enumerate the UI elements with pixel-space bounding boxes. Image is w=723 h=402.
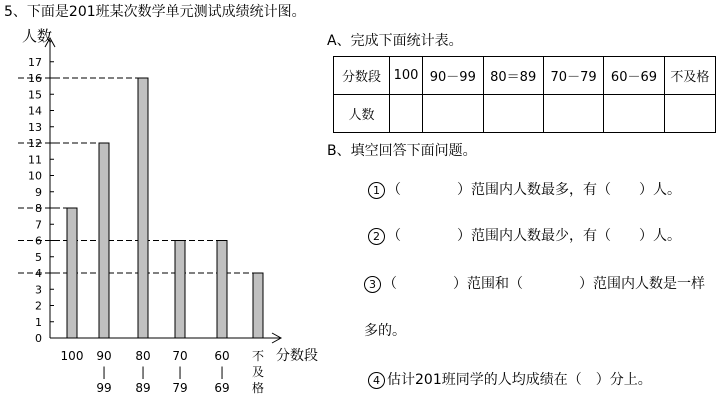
x-category-label: 70 bbox=[172, 349, 188, 363]
question-4 bbox=[368, 369, 652, 389]
y-axis-title: 人数 bbox=[22, 27, 53, 45]
question-number-badge: 3 bbox=[364, 276, 381, 293]
statistics-table bbox=[333, 56, 716, 133]
question-text: （ ）范围内人数最少，有（ ）人。 bbox=[387, 228, 681, 244]
question-3 bbox=[364, 273, 705, 293]
y-tick-label: 15 bbox=[28, 88, 42, 102]
y-tick-label: 12 bbox=[28, 137, 42, 150]
y-tick-label: 3 bbox=[35, 283, 42, 297]
x-category-label: 及 bbox=[251, 365, 265, 379]
table-header-cell: 不及格 bbox=[664, 57, 715, 95]
x-category-label: 60 bbox=[214, 349, 230, 363]
y-tick-label: 10 bbox=[28, 169, 42, 183]
x-category-label: 格 bbox=[251, 381, 265, 395]
y-tick-label: 9 bbox=[35, 185, 42, 199]
y-tick-label: 6 bbox=[35, 234, 42, 248]
table-answer-cell[interactable] bbox=[664, 95, 715, 133]
x-axis-title: 分数段 bbox=[276, 348, 318, 364]
x-category-label: | bbox=[140, 365, 146, 379]
y-tick-label: 4 bbox=[35, 267, 42, 280]
question-number-badge: 2 bbox=[368, 228, 385, 245]
bar-chart bbox=[0, 0, 320, 402]
question-2 bbox=[368, 225, 681, 245]
table-answer-cell[interactable] bbox=[390, 95, 423, 133]
y-tick-label: 7 bbox=[35, 218, 42, 232]
table-answer-cell[interactable] bbox=[604, 95, 664, 133]
table-answer-cell[interactable] bbox=[543, 95, 603, 133]
question-number-badge: 4 bbox=[368, 372, 385, 389]
table-header-cell: 90－99 bbox=[423, 57, 483, 95]
x-category-label: | bbox=[101, 365, 107, 379]
question-3-continuation: 多的。 bbox=[364, 323, 406, 339]
x-category-labels bbox=[61, 349, 264, 395]
part-a-label: A、完成下面统计表。 bbox=[327, 33, 463, 49]
bar bbox=[217, 241, 227, 339]
question-1 bbox=[368, 179, 681, 199]
x-category-label: 69 bbox=[214, 381, 230, 395]
x-category-label: | bbox=[219, 365, 225, 379]
bar bbox=[138, 78, 148, 338]
table-header-cell: 分数段 bbox=[334, 57, 390, 95]
table-header-cell: 80＝89 bbox=[483, 57, 543, 95]
question-title: 5、下面是201班某次数学单元测试成绩统计图。 bbox=[4, 4, 306, 20]
bar bbox=[67, 208, 77, 338]
x-category-label: 79 bbox=[172, 381, 188, 395]
x-category-label: 不 bbox=[251, 349, 265, 363]
bar bbox=[253, 273, 263, 338]
table-header-cell: 60－69 bbox=[604, 57, 664, 95]
y-tick-label: 1 bbox=[35, 315, 42, 329]
part-b-label: B、填空回答下面问题。 bbox=[327, 143, 477, 159]
x-category-label: 89 bbox=[135, 381, 151, 395]
x-category-label: 100 bbox=[60, 349, 84, 363]
chart-bars bbox=[67, 78, 263, 338]
table-row bbox=[334, 95, 716, 133]
y-tick-label: 17 bbox=[28, 55, 42, 69]
bar bbox=[175, 241, 185, 339]
y-tick-label: 5 bbox=[35, 250, 42, 264]
question-text: （ ）范围和（ ）范围内人数是一样 bbox=[383, 276, 705, 292]
x-category-label: | bbox=[177, 365, 183, 379]
x-category-label: 99 bbox=[96, 381, 112, 395]
y-tick-label: 14 bbox=[28, 104, 42, 118]
bar bbox=[99, 143, 109, 338]
y-tick-label: 0 bbox=[35, 332, 42, 345]
table-row-label: 人数 bbox=[334, 95, 390, 133]
table-header-cell: 70－79 bbox=[543, 57, 603, 95]
y-tick-label: 13 bbox=[28, 120, 42, 134]
table-header-cell: 100 bbox=[390, 57, 423, 95]
question-text: 估计201班同学的人均成绩在（ ）分上。 bbox=[387, 372, 652, 388]
y-tick-label: 8 bbox=[35, 202, 42, 215]
y-tick-label: 11 bbox=[28, 153, 42, 167]
question-number-badge: 1 bbox=[368, 182, 385, 199]
table-header-row bbox=[334, 57, 716, 95]
y-tick-label: 16 bbox=[28, 72, 42, 85]
x-category-label: 90 bbox=[96, 349, 112, 363]
table-answer-cell[interactable] bbox=[423, 95, 483, 133]
x-category-label: 80 bbox=[135, 349, 151, 363]
table-answer-cell[interactable] bbox=[483, 95, 543, 133]
question-text: （ ）范围内人数最多，有（ ）人。 bbox=[387, 182, 681, 198]
y-tick-label: 2 bbox=[35, 299, 42, 313]
